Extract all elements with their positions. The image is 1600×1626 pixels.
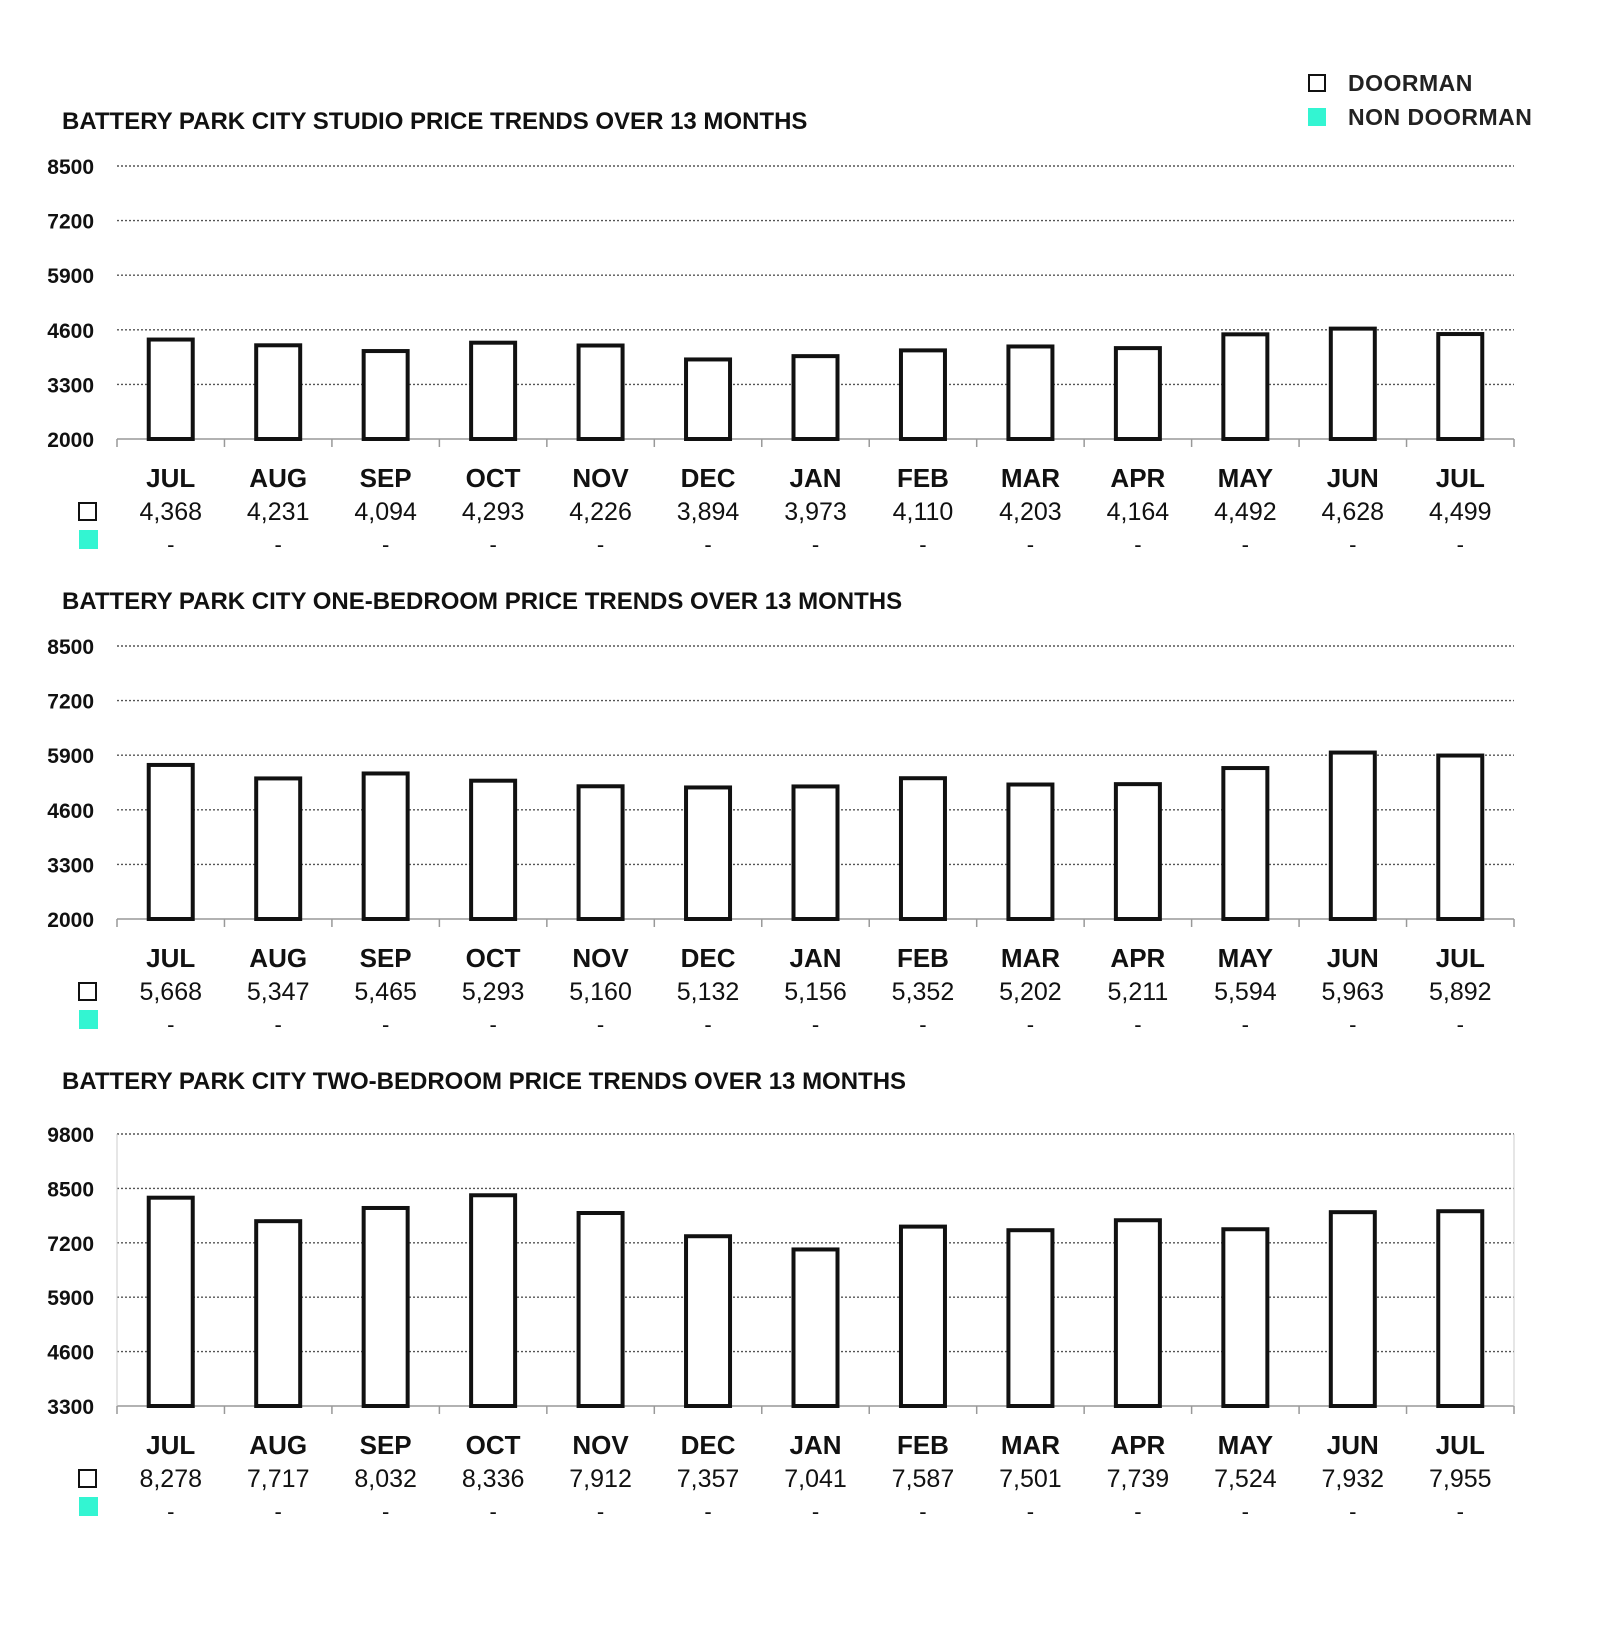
- studio-non-doorman-value-label: -: [167, 532, 175, 557]
- one-bedroom-category-label: JUN: [1326, 943, 1379, 973]
- two-bedroom-non-doorman-row-swatch: [79, 1497, 98, 1516]
- two-bedroom-non-doorman-value-label: -: [704, 1499, 712, 1524]
- studio-non-doorman-value-label: -: [274, 532, 282, 557]
- studio-category-label: MAY: [1217, 463, 1274, 493]
- studio-doorman-value-label: 3,973: [784, 498, 847, 526]
- one-bedroom-category-label: JAN: [789, 943, 842, 973]
- one-bedroom-y-tick-label: 7200: [47, 690, 94, 714]
- one-bedroom-doorman-value-label: 5,892: [1428, 978, 1492, 1006]
- two-bedroom-non-doorman-value-label: -: [167, 1499, 175, 1524]
- one-bedroom-chart-title: BATTERY PARK CITY ONE-BEDROOM PRICE TRENDS OVER 13 MONTHS: [62, 588, 903, 615]
- two-bedroom-non-doorman-value-label: -: [919, 1499, 927, 1524]
- one-bedroom-doorman-value-label: 5,156: [784, 978, 847, 1006]
- one-bedroom-category-label: AUG: [249, 943, 308, 973]
- one-bedroom-non-doorman-value-label: -: [381, 1012, 390, 1037]
- two-bedroom-doorman-bar: [686, 1236, 730, 1406]
- two-bedroom-doorman-value-label: 7,041: [784, 1465, 847, 1493]
- two-bedroom-category-label: AUG: [249, 1430, 308, 1460]
- studio-category-label: FEB: [896, 463, 949, 493]
- two-bedroom-doorman-bar: [1008, 1230, 1052, 1406]
- two-bedroom-doorman-bar: [794, 1249, 838, 1406]
- two-bedroom-doorman-value-label: 7,717: [246, 1465, 310, 1493]
- studio-doorman-value-label: 4,110: [892, 498, 954, 526]
- two-bedroom-category-label: MAR: [1000, 1430, 1061, 1460]
- two-bedroom-doorman-bar: [901, 1227, 945, 1406]
- two-bedroom-non-doorman-value-label: -: [596, 1499, 605, 1524]
- studio-y-tick-label: 7200: [47, 210, 94, 234]
- studio-doorman-value-label: 4,231: [246, 498, 310, 526]
- one-bedroom-category-label: NOV: [572, 943, 629, 973]
- studio-y-tick-label: 4600: [47, 319, 94, 343]
- one-bedroom-doorman-value-label: 5,465: [354, 978, 417, 1006]
- one-bedroom-category-label: APR: [1110, 943, 1166, 973]
- two-bedroom-doorman-value-label: 7,739: [1106, 1465, 1170, 1493]
- two-bedroom-doorman-bar: [1331, 1212, 1375, 1406]
- one-bedroom-doorman-value-label: 5,202: [999, 978, 1062, 1006]
- one-bedroom-y-tick-label: 8500: [47, 636, 94, 659]
- two-bedroom-chart-title: BATTERY PARK CITY TWO-BEDROOM PRICE TRENDS OVER 13 MONTHS: [62, 1068, 907, 1095]
- studio-non-doorman-value-label: -: [1349, 532, 1357, 557]
- studio-doorman-value-label: 4,499: [1428, 498, 1492, 526]
- one-bedroom-category-label: JUL: [146, 943, 196, 973]
- studio-doorman-value-label: 4,226: [569, 498, 632, 526]
- two-bedroom-non-doorman-value-label: -: [1026, 1499, 1035, 1524]
- studio-category-label: OCT: [465, 463, 521, 493]
- studio-category-label: JAN: [789, 463, 842, 493]
- two-bedroom-doorman-bar: [364, 1208, 408, 1406]
- studio-doorman-value-label: 4,203: [999, 498, 1062, 526]
- one-bedroom-y-tick-label: 3300: [47, 854, 94, 878]
- two-bedroom-non-doorman-value-label: -: [274, 1499, 282, 1524]
- two-bedroom-doorman-value-label: 8,032: [354, 1465, 417, 1493]
- two-bedroom-category-label: DEC: [680, 1430, 736, 1460]
- studio-category-label: SEP: [359, 463, 412, 493]
- one-bedroom-non-doorman-value-label: -: [489, 1012, 497, 1037]
- one-bedroom-doorman-value-label: 5,352: [891, 978, 955, 1006]
- one-bedroom-doorman-value-label: 5,668: [139, 978, 203, 1006]
- studio-non-doorman-value-label: -: [1456, 532, 1464, 557]
- two-bedroom-y-tick-label: 4600: [47, 1341, 94, 1365]
- studio-y-tick-label: 5900: [47, 265, 94, 289]
- two-bedroom-doorman-bar: [1223, 1229, 1267, 1406]
- one-bedroom-y-tick-label: 2000: [47, 909, 94, 932]
- studio-non-doorman-value-label: -: [1026, 532, 1035, 557]
- two-bedroom-category-label: NOV: [572, 1430, 629, 1460]
- one-bedroom-category-label: MAY: [1217, 943, 1274, 973]
- studio-non-doorman-value-label: -: [1241, 532, 1250, 557]
- one-bedroom-non-doorman-value-label: -: [596, 1012, 605, 1037]
- two-bedroom-y-tick-label: 3300: [47, 1396, 94, 1419]
- one-bedroom-category-label: JUL: [1435, 943, 1485, 973]
- one-bedroom-doorman-value-label: 5,594: [1214, 978, 1277, 1006]
- two-bedroom-category-label: OCT: [465, 1430, 521, 1460]
- two-bedroom-doorman-bar: [1116, 1220, 1160, 1406]
- legend-label-non-doorman: NON DOORMAN: [1348, 103, 1533, 130]
- two-bedroom-y-tick-label: 9800: [47, 1124, 94, 1147]
- studio-doorman-value-label: 4,094: [354, 498, 417, 526]
- studio-non-doorman-value-label: -: [1134, 532, 1142, 557]
- two-bedroom-y-tick-label: 5900: [47, 1287, 94, 1311]
- studio-doorman-value-label: 4,368: [139, 498, 203, 526]
- two-bedroom-category-label: MAY: [1217, 1430, 1274, 1460]
- one-bedroom-y-tick-label: 4600: [47, 799, 94, 823]
- studio-doorman-value-label: 4,164: [1106, 498, 1170, 526]
- two-bedroom-doorman-value-label: 8,278: [139, 1465, 203, 1493]
- two-bedroom-non-doorman-value-label: -: [381, 1499, 390, 1524]
- two-bedroom-category-label: JUL: [1435, 1430, 1485, 1460]
- studio-y-tick-label: 3300: [47, 374, 94, 398]
- two-bedroom-category-label: JAN: [789, 1430, 842, 1460]
- studio-doorman-value-label: 4,628: [1321, 498, 1385, 526]
- one-bedroom-non-doorman-value-label: -: [167, 1012, 175, 1037]
- two-bedroom-doorman-bar: [1438, 1211, 1482, 1406]
- two-bedroom-doorman-value-label: 7,955: [1428, 1465, 1492, 1493]
- studio-non-doorman-value-label: -: [489, 532, 497, 557]
- studio-doorman-value-label: 4,293: [461, 498, 525, 526]
- one-bedroom-category-label: OCT: [465, 943, 521, 973]
- two-bedroom-non-doorman-value-label: -: [811, 1499, 820, 1524]
- one-bedroom-doorman-value-label: 5,347: [246, 978, 310, 1006]
- two-bedroom-y-tick-label: 7200: [47, 1232, 94, 1256]
- two-bedroom-category-label: APR: [1110, 1430, 1166, 1460]
- two-bedroom-non-doorman-value-label: -: [1349, 1499, 1357, 1524]
- one-bedroom-category-label: DEC: [680, 943, 736, 973]
- studio-non-doorman-value-label: -: [919, 532, 927, 557]
- two-bedroom-non-doorman-value-label: -: [1134, 1499, 1142, 1524]
- two-bedroom-doorman-row-swatch: [79, 1470, 96, 1487]
- studio-category-label: NOV: [572, 463, 629, 493]
- studio-non-doorman-value-label: -: [704, 532, 712, 557]
- one-bedroom-category-label: SEP: [359, 943, 412, 973]
- one-bedroom-non-doorman-value-label: -: [811, 1012, 820, 1037]
- one-bedroom-non-doorman-value-label: -: [919, 1012, 927, 1037]
- studio-chart-title: BATTERY PARK CITY STUDIO PRICE TRENDS OVER 13 MONTHS: [62, 108, 808, 135]
- one-bedroom-non-doorman-value-label: -: [1134, 1012, 1142, 1037]
- two-bedroom-doorman-bar: [579, 1213, 623, 1406]
- one-bedroom-doorman-value-label: 5,963: [1321, 978, 1385, 1006]
- two-bedroom-doorman-value-label: 7,932: [1321, 1465, 1385, 1493]
- two-bedroom-doorman-value-label: 8,336: [461, 1465, 525, 1493]
- two-bedroom-category-label: JUN: [1326, 1430, 1379, 1460]
- studio-category-label: DEC: [680, 463, 736, 493]
- studio-doorman-value-label: 3,894: [676, 498, 740, 526]
- two-bedroom-non-doorman-value-label: -: [1456, 1499, 1464, 1524]
- studio-non-doorman-value-label: -: [596, 532, 605, 557]
- studio-category-label: AUG: [249, 463, 308, 493]
- studio-category-label: JUN: [1326, 463, 1379, 493]
- studio-non-doorman-value-label: -: [811, 532, 820, 557]
- one-bedroom-non-doorman-value-label: -: [1026, 1012, 1035, 1037]
- two-bedroom-doorman-value-label: 7,357: [676, 1465, 740, 1493]
- one-bedroom-doorman-value-label: 5,160: [569, 978, 632, 1006]
- two-bedroom-doorman-value-label: 7,524: [1214, 1465, 1277, 1493]
- studio-doorman-value-label: 4,492: [1214, 498, 1277, 526]
- two-bedroom-doorman-bar: [256, 1221, 300, 1406]
- one-bedroom-non-doorman-value-label: -: [1349, 1012, 1357, 1037]
- two-bedroom-category-label: SEP: [359, 1430, 412, 1460]
- studio-y-tick-label: 8500: [47, 156, 94, 179]
- studio-category-label: APR: [1110, 463, 1166, 493]
- studio-y-tick-label: 2000: [47, 429, 94, 452]
- two-bedroom-doorman-bar: [149, 1198, 193, 1406]
- studio-category-label: MAR: [1000, 463, 1061, 493]
- two-bedroom-y-tick-label: 8500: [47, 1178, 94, 1202]
- two-bedroom-doorman-value-label: 7,587: [891, 1465, 955, 1493]
- one-bedroom-category-label: FEB: [896, 943, 949, 973]
- two-bedroom-category-label: FEB: [896, 1430, 949, 1460]
- one-bedroom-non-doorman-value-label: -: [704, 1012, 712, 1037]
- one-bedroom-category-label: MAR: [1000, 943, 1061, 973]
- one-bedroom-non-doorman-value-label: -: [1241, 1012, 1250, 1037]
- one-bedroom-doorman-value-label: 5,132: [676, 978, 740, 1006]
- legend-label-doorman: DOORMAN: [1348, 69, 1473, 96]
- one-bedroom-doorman-value-label: 5,293: [461, 978, 525, 1006]
- studio-non-doorman-value-label: -: [381, 532, 390, 557]
- one-bedroom-y-tick-label: 5900: [47, 745, 94, 769]
- two-bedroom-doorman-value-label: 7,501: [999, 1465, 1062, 1493]
- one-bedroom-doorman-value-label: 5,211: [1107, 978, 1169, 1006]
- studio-category-label: JUL: [1435, 463, 1485, 493]
- two-bedroom-doorman-bar: [471, 1195, 515, 1406]
- studio-category-label: JUL: [146, 463, 196, 493]
- one-bedroom-non-doorman-value-label: -: [1456, 1012, 1464, 1037]
- two-bedroom-doorman-value-label: 7,912: [569, 1465, 632, 1493]
- two-bedroom-non-doorman-value-label: -: [1241, 1499, 1250, 1524]
- two-bedroom-category-label: JUL: [146, 1430, 196, 1460]
- two-bedroom-non-doorman-value-label: -: [489, 1499, 497, 1524]
- one-bedroom-non-doorman-value-label: -: [274, 1012, 282, 1037]
